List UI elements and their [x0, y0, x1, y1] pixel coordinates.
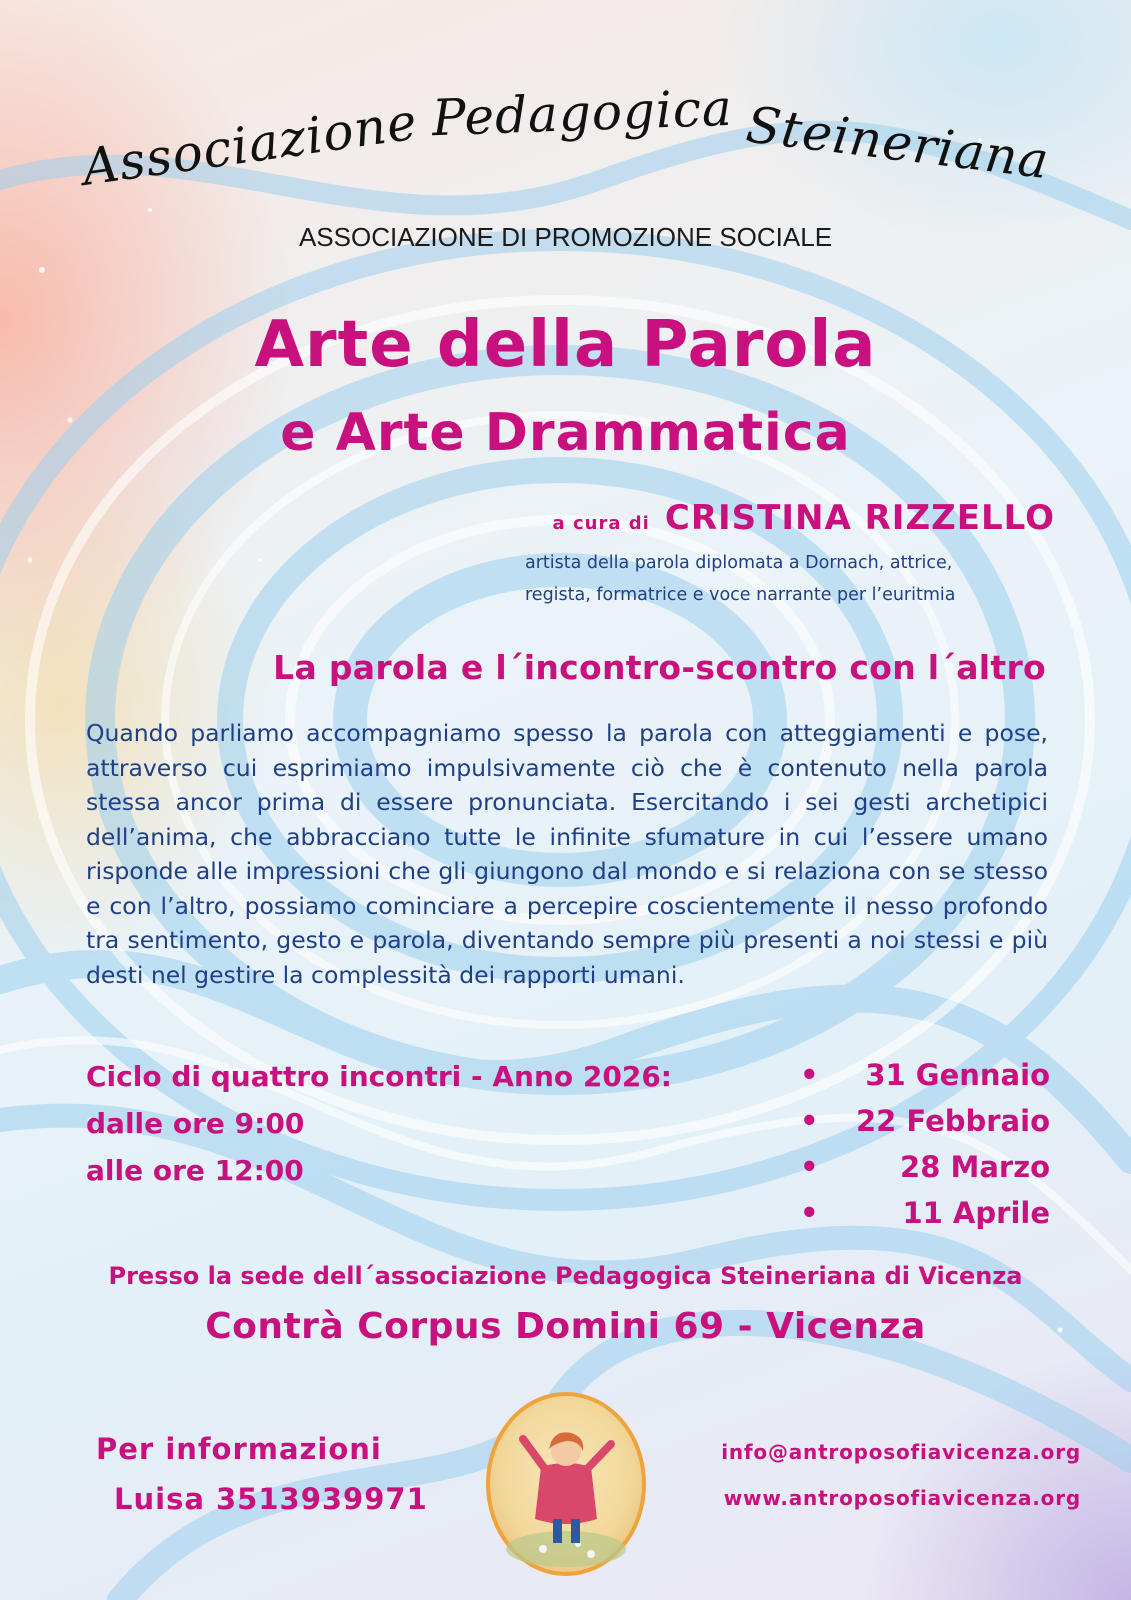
bullet-icon: •	[800, 1058, 819, 1092]
bullet-icon: •	[800, 1196, 819, 1230]
contact-phone: Luisa 3513939971	[114, 1482, 428, 1516]
website-link[interactable]: www.antroposofiavicenza.org	[723, 1486, 1081, 1510]
curator-name: CRISTINA RIZZELLO	[664, 498, 1055, 538]
date-item	[800, 1058, 1050, 1102]
date-text: 31 Gennaio	[865, 1058, 1050, 1092]
curator-bio-line-2: regista, formatrice e voce narrante per l’euritmia	[525, 585, 956, 605]
date-item	[800, 1104, 1050, 1148]
description-paragraph: Quando parliamo accompagniamo spesso la parola con atteggiamenti e pose, attraverso cui esprimiamo impulsivamente ciò che è contenuto nella parola stessa ancor prima di essere pronunciata. Esercitando i sei gesti archetipici dell’anima, che abbracciano tutte le infinite sfumature in cui l’essere umano risponde alle impressioni che gli giungono dal mondo e si relaziona con se stesso e con l’altro, possiamo cominciare a percepire coscientemente il nesso profondo tra sentimento, gesto e parola, diventando sempre più presenti a noi stessi e più desti nel gestire la complessità dei rapporti umani.	[86, 719, 1048, 989]
end-time: alle ore 12:00	[86, 1154, 304, 1187]
title-line-2: e Arte Drammatica	[280, 403, 851, 463]
association-logo: Associazione Pedagogica Steineriana	[79, 78, 1053, 197]
date-item	[800, 1150, 1050, 1194]
address: Contrà Corpus Domini 69 - Vicenza	[205, 1306, 926, 1347]
start-time: dalle ore 9:00	[86, 1107, 305, 1140]
title-line-1: Arte della Parola	[254, 308, 877, 382]
date-item	[800, 1196, 1050, 1240]
info-title: Per informazioni	[96, 1432, 382, 1466]
child-illustration-medallion	[483, 1389, 649, 1579]
date-text: 28 Marzo	[900, 1150, 1050, 1184]
date-text: 22 Febbraio	[855, 1104, 1050, 1138]
curator-prefix: a cura di	[552, 513, 650, 534]
organization-type: ASSOCIAZIONE DI PROMOZIONE SOCIALE	[298, 222, 833, 252]
date-text: 11 Aprile	[902, 1196, 1050, 1230]
curator-heading	[520, 498, 1055, 538]
venue: Presso la sede dell´associazione Pedagogica Steineriana di Vicenza	[108, 1262, 1023, 1290]
contact-email-link[interactable]: info@antroposofiavicenza.org	[721, 1440, 1081, 1464]
cycle-label: Ciclo di quattro incontri - Anno 2026:	[86, 1060, 673, 1093]
bullet-icon: •	[800, 1104, 819, 1138]
bullet-icon: •	[800, 1150, 819, 1184]
curator-bio-line-1: artista della parola diplomata a Dornach, attrice,	[525, 553, 953, 573]
subtitle: La parola e l´incontro-scontro con l´altro	[273, 648, 1046, 687]
